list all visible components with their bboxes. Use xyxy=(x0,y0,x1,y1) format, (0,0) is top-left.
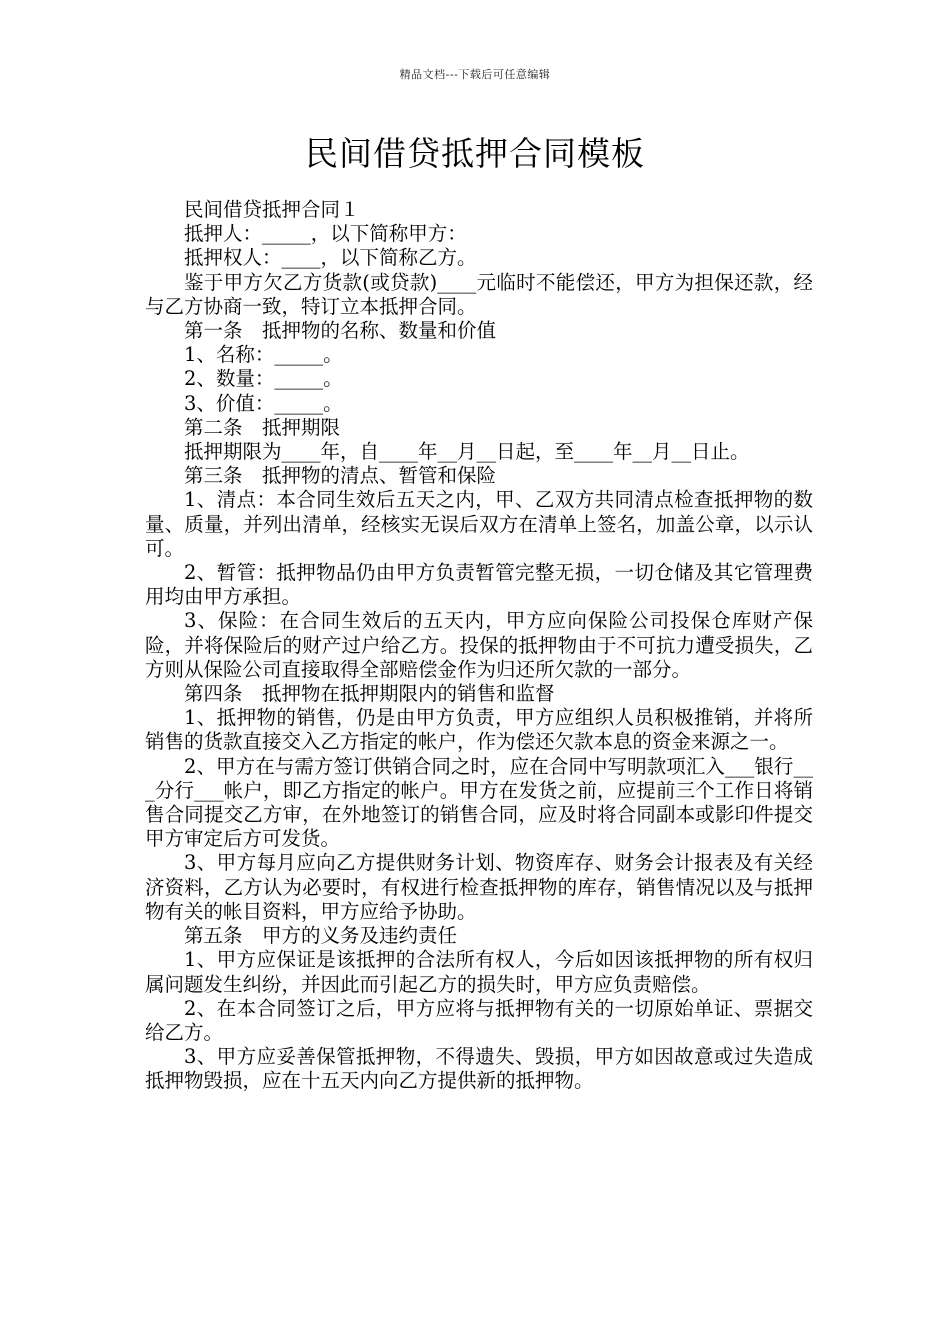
paragraph: 3、价值：_____。 xyxy=(184,391,343,415)
paragraph: 鉴于甲方欠乙方货款(或贷款)____元临时不能偿还，甲方为担保还款，经与乙方协商一致，特订立本抵押合同。 xyxy=(145,270,813,318)
document-title: 民间借贷抵押合同模板 xyxy=(305,134,645,173)
paragraph: 2、暂管：抵押物品仍由甲方负责暂管完整无损，一切仓储及其它管理费用均由甲方承担。 xyxy=(145,561,813,609)
section-heading: 第二条 抵押期限 xyxy=(184,415,341,439)
paragraph: 抵押人：_____，以下简称甲方： xyxy=(184,222,467,246)
paragraph: 3、甲方每月应向乙方提供财务计划、物资库存、财务会计报表及有关经济资料，乙方认为必要时，有权进行检查抵押物的库存，销售情况以及与抵押物有关的帐目资料，甲方应给予协助。 xyxy=(145,851,813,923)
paragraph: 1、抵押物的销售，仍是由甲方负责，甲方应组织人员积极推销，并将所销售的货款直接交入乙方指定的帐户，作为偿还欠款本息的资金来源之一。 xyxy=(145,706,813,754)
document-body xyxy=(145,198,813,1094)
section-heading: 第四条 抵押物在抵押期限内的销售和监督 xyxy=(184,682,555,706)
paragraph: 民间借贷抵押合同１ xyxy=(184,198,360,221)
paragraph: 2、数量：_____。 xyxy=(184,367,343,391)
section-heading: 第三条 抵押物的清点、暂管和保险 xyxy=(184,464,497,488)
paragraph: 1、清点：本合同生效后五天之内，甲、乙双方共同清点检查抵押物的数量、质量，并列出清单，经核实无误后双方在清单上签名，加盖公章，以示认可。 xyxy=(145,488,813,560)
paragraph: 3、保险：在合同生效后的五天内，甲方应向保险公司投保仓库财产保险，并将保险后的财产过户给乙方。投保的抵押物由于不可抗力遭受损失，乙方则从保险公司直接取得全部赔偿金作为归还所欠款的一部分。 xyxy=(145,609,813,681)
paragraph: 1、名称：_____。 xyxy=(184,343,343,367)
section-heading: 第五条 甲方的义务及违约责任 xyxy=(184,924,458,948)
paragraph: 3、甲方应妥善保管抵押物，不得遗失、毁损，甲方如因故意或过失造成抵押物毁损，应在十五天内向乙方提供新的抵押物。 xyxy=(145,1045,813,1093)
section-heading: 第一条 抵押物的名称、数量和价值 xyxy=(184,319,497,343)
page-header-note: 精品文档---下载后可任意编辑 xyxy=(399,68,551,81)
paragraph: 抵押期限为____年，自____年__月__日起，至____年__月__日止。 xyxy=(184,440,750,464)
paragraph: 1、甲方应保证是该抵押的合法所有权人，今后如因该抵押物的所有权归属问题发生纠纷，并因此而引起乙方的损失时，甲方应负责赔偿。 xyxy=(145,948,813,996)
paragraph: 抵押权人：____，以下简称乙方。 xyxy=(184,246,477,270)
paragraph: 2、甲方在与需方签订供销合同之时，应在合同中写明款项汇入___银行___分行___帐户，即乙方指定的帐户。甲方在发货之前，应提前三个工作日将销售合同提交乙方审，在外地签订的销售合同，应及时将合同副本或影印件提交甲方审定后方可发货。 xyxy=(145,754,813,851)
paragraph: 2、在本合同签订之后，甲方应将与抵押物有关的一切原始单证、票据交给乙方。 xyxy=(145,996,813,1044)
